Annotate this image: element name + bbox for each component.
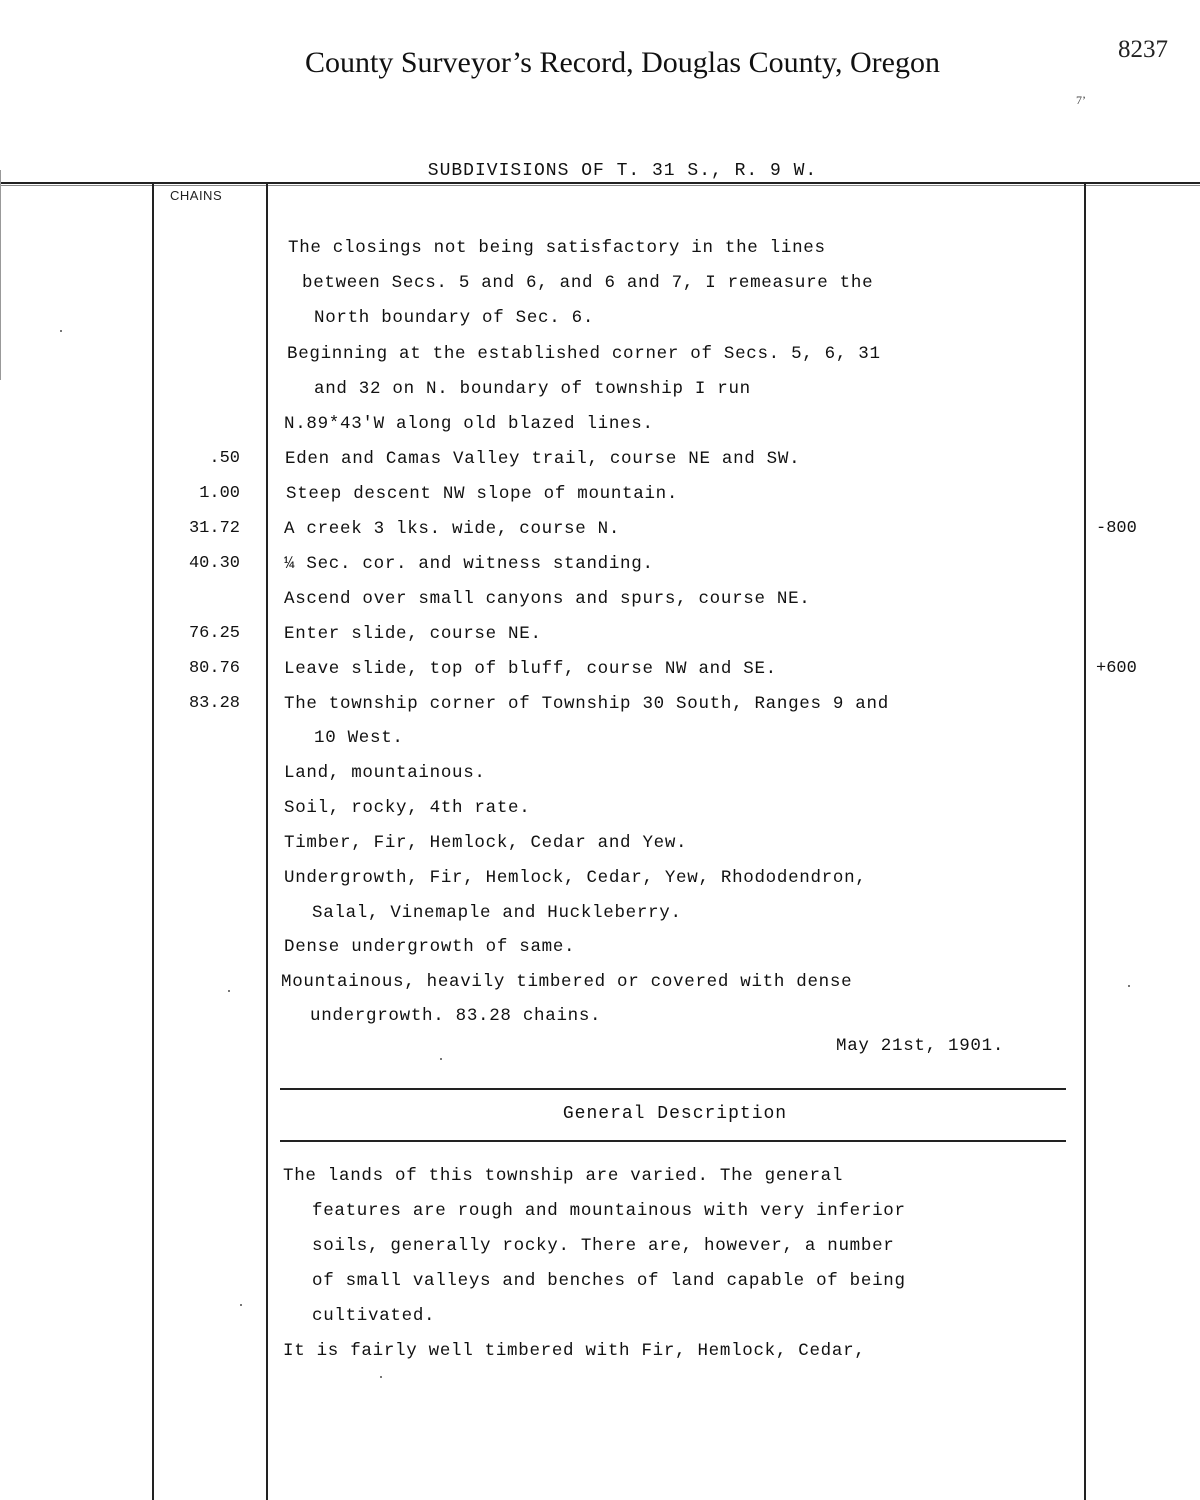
description-text: features are rough and mountainous with very inferior — [312, 1201, 906, 1221]
note-row — [0, 825, 1200, 860]
note-text: Soil, rocky, 4th rate. — [284, 798, 531, 818]
description-text: cultivated. — [312, 1306, 436, 1326]
page-title: County Surveyor’s Record, Douglas County, Oregon — [305, 46, 940, 79]
note-text: The closings not being satisfactory in the lines — [288, 238, 826, 258]
description-row — [0, 1158, 1200, 1193]
speckle — [380, 1376, 382, 1378]
chain-distance: .50 — [209, 449, 240, 468]
speckle — [60, 330, 62, 332]
description-text: It is fairly well timbered with Fir, Hemlock, Cedar, — [283, 1341, 866, 1361]
note-text: North boundary of Sec. 6. — [314, 308, 595, 328]
note-row — [0, 651, 1200, 686]
note-text: Dense undergrowth of same. — [284, 937, 576, 957]
note-text: Land, mountainous. — [284, 763, 486, 783]
note-text: A creek 3 lks. wide, course N. — [284, 519, 621, 539]
note-text: The township corner of Township 30 South, Ranges 9 and — [284, 694, 889, 714]
chain-distance: 40.30 — [188, 554, 240, 573]
note-text: Ascend over small canyons and spurs, course NE. — [284, 589, 811, 609]
chain-distance: 83.28 — [188, 694, 240, 713]
description-row — [0, 1193, 1200, 1228]
record-subtitle: SUBDIVISIONS OF T. 31 S., R. 9 W. — [427, 161, 818, 181]
note-row — [0, 230, 1200, 265]
chain-distance: 76.25 — [188, 624, 240, 643]
chain-distance: 31.72 — [188, 519, 240, 538]
section-title: General Description — [562, 1104, 788, 1124]
note-text: Salal, Vinemaple and Huckleberry. — [312, 903, 682, 923]
header-rule-thin — [0, 185, 1200, 186]
note-row — [0, 720, 1200, 755]
speckle — [440, 1058, 442, 1060]
note-row — [0, 616, 1200, 651]
note-row — [0, 406, 1200, 441]
note-row — [0, 511, 1200, 546]
description-row — [0, 1333, 1200, 1368]
note-row — [0, 686, 1200, 721]
note-text: Enter slide, course NE. — [284, 624, 542, 644]
note-text: and 32 on N. boundary of township I run — [314, 379, 751, 399]
note-text: Undergrowth, Fir, Hemlock, Cedar, Yew, Rhododendron, — [284, 868, 867, 888]
header-rule — [0, 182, 1200, 184]
section-rule-top — [280, 1088, 1066, 1090]
note-text: 10 West. — [314, 728, 404, 748]
speckle — [1128, 985, 1130, 987]
note-row — [0, 371, 1200, 406]
note-text: between Secs. 5 and 6, and 6 and 7, I remeasure the — [302, 273, 874, 293]
note-row — [0, 476, 1200, 511]
note-row — [0, 265, 1200, 300]
corner-mark: 7’ — [1076, 93, 1086, 107]
note-row — [0, 929, 1200, 964]
chain-distance: 1.00 — [199, 484, 240, 503]
description-row — [0, 1298, 1200, 1333]
note-text: Beginning at the established corner of Secs. 5, 6, 31 — [287, 344, 881, 364]
note-text: undergrowth. 83.28 chains. — [310, 1006, 602, 1026]
note-text: Eden and Camas Valley trail, course NE and SW. — [285, 449, 801, 469]
speckle — [228, 990, 230, 992]
note-row — [0, 998, 1200, 1033]
survey-date: May 21st, 1901. — [836, 1036, 1005, 1056]
description-row — [0, 1263, 1200, 1298]
elevation-change: +600 — [1096, 659, 1137, 678]
note-row — [0, 755, 1200, 790]
note-text: Mountainous, heavily timbered or covered with dense — [281, 972, 853, 992]
note-text: Timber, Fir, Hemlock, Cedar and Yew. — [284, 833, 688, 853]
description-text: soils, generally rocky. There are, however, a number — [312, 1236, 895, 1256]
note-row — [0, 441, 1200, 476]
page-number: 8237 — [1118, 36, 1168, 63]
note-row — [0, 860, 1200, 895]
note-text: Leave slide, top of bluff, course NW and SE. — [284, 659, 777, 679]
elevation-change: -800 — [1096, 519, 1137, 538]
note-row — [0, 300, 1200, 335]
note-text: N.89*43'W along old blazed lines. — [284, 414, 654, 434]
chains-column-header: CHAINS — [170, 188, 223, 203]
note-row — [0, 790, 1200, 825]
section-rule-bottom — [280, 1140, 1066, 1142]
speckle — [240, 1304, 242, 1306]
note-row — [0, 546, 1200, 581]
note-text: ¼ Sec. cor. and witness standing. — [284, 554, 654, 574]
note-row — [0, 581, 1200, 616]
note-row — [0, 336, 1200, 371]
note-text: Steep descent NW slope of mountain. — [286, 484, 679, 504]
note-row — [0, 964, 1200, 999]
description-row — [0, 1228, 1200, 1263]
description-text: of small valleys and benches of land capable of being — [312, 1271, 906, 1291]
description-text: The lands of this township are varied. The general — [283, 1166, 844, 1186]
note-row — [0, 895, 1200, 930]
chain-distance: 80.76 — [188, 659, 240, 678]
